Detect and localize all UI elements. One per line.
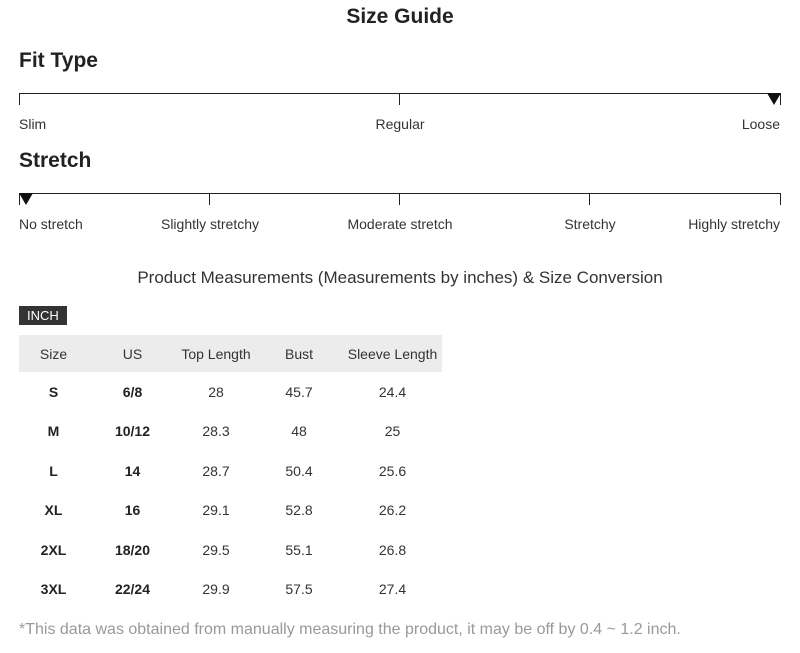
cell-size: S: [48, 383, 59, 400]
cell-bust: 48: [291, 423, 307, 440]
cell-us: 16: [124, 502, 141, 519]
measurements-subtitle: Product Measurements (Measurements by inches) & Size Conversion: [137, 268, 663, 287]
cell-top-length: 28.3: [202, 423, 230, 440]
cell-sleeve-length: 24.4: [378, 383, 407, 400]
scale-tick: [19, 93, 20, 105]
stretch-label-high: Highly stretchy: [688, 216, 780, 232]
column-header-sleeve-length: Sleeve Length: [343, 335, 442, 372]
page-title: Size Guide: [346, 5, 454, 28]
cell-bust: 45.7: [285, 383, 313, 400]
unit-badge[interactable]: INCH: [19, 306, 67, 325]
selected-marker-icon: [767, 93, 781, 105]
column-header-size: Size: [19, 335, 88, 372]
cell-us: 14: [124, 462, 141, 479]
cell-bust: 52.8: [285, 502, 313, 519]
fit-type-scale: [19, 93, 781, 105]
cell-us: 6/8: [122, 383, 143, 400]
column-header-bust: Bust: [255, 335, 343, 372]
column-header-us: US: [88, 335, 177, 372]
cell-us: 22/24: [114, 581, 151, 598]
scale-tick: [399, 93, 400, 105]
cell-size: 2XL: [40, 541, 67, 558]
fit-label-loose: Loose: [741, 116, 780, 132]
cell-top-length: 28.7: [202, 462, 230, 479]
cell-sleeve-length: 25.6: [378, 462, 407, 479]
scale-tick: [589, 193, 590, 205]
stretch-scale: [19, 193, 781, 205]
cell-us: 10/12: [114, 423, 151, 440]
column-header-top-length: Top Length: [177, 335, 255, 372]
cell-bust: 50.4: [285, 462, 313, 479]
scale-tick: [780, 193, 781, 205]
table-header-row: [19, 335, 442, 372]
scale-line: [19, 193, 781, 194]
stretch-label-none: No stretch: [19, 216, 83, 232]
cell-us: 18/20: [114, 541, 151, 558]
table-row: [19, 372, 442, 412]
measurement-footnote: *This data was obtained from manually measuring the product, it may be off by 0.4 ~ 1.2 inch.: [19, 621, 681, 638]
cell-sleeve-length: 27.4: [378, 581, 407, 598]
cell-size: 3XL: [40, 581, 67, 598]
cell-bust: 55.1: [285, 541, 313, 558]
scale-line: [19, 93, 781, 94]
cell-top-length: 29.9: [202, 581, 230, 598]
scale-tick: [209, 193, 210, 205]
table-row: [19, 412, 442, 452]
fit-label-slim: Slim: [19, 116, 47, 132]
cell-top-length: 29.1: [202, 502, 230, 519]
cell-top-length: 29.5: [202, 541, 230, 558]
size-table: [19, 335, 442, 609]
fit-label-regular: Regular: [375, 116, 425, 132]
cell-size: XL: [44, 502, 63, 519]
table-row: [19, 530, 442, 570]
cell-sleeve-length: 26.2: [378, 502, 407, 519]
scale-tick: [399, 193, 400, 205]
fit-type-heading: Fit Type: [19, 49, 98, 72]
stretch-heading: Stretch: [19, 149, 92, 172]
table-row: [19, 451, 442, 491]
selected-marker-icon: [19, 193, 33, 205]
cell-size: M: [47, 423, 60, 440]
table-row: [19, 491, 442, 531]
stretch-label-slight: Slightly stretchy: [160, 216, 260, 232]
cell-size: L: [49, 462, 58, 479]
stretch-label-stretchy: Stretchy: [564, 216, 616, 232]
cell-sleeve-length: 26.8: [378, 541, 407, 558]
cell-top-length: 28: [208, 383, 224, 400]
cell-sleeve-length: 25: [384, 423, 401, 440]
stretch-label-moderate: Moderate stretch: [347, 216, 453, 232]
table-row: [19, 570, 442, 610]
cell-bust: 57.5: [285, 581, 313, 598]
